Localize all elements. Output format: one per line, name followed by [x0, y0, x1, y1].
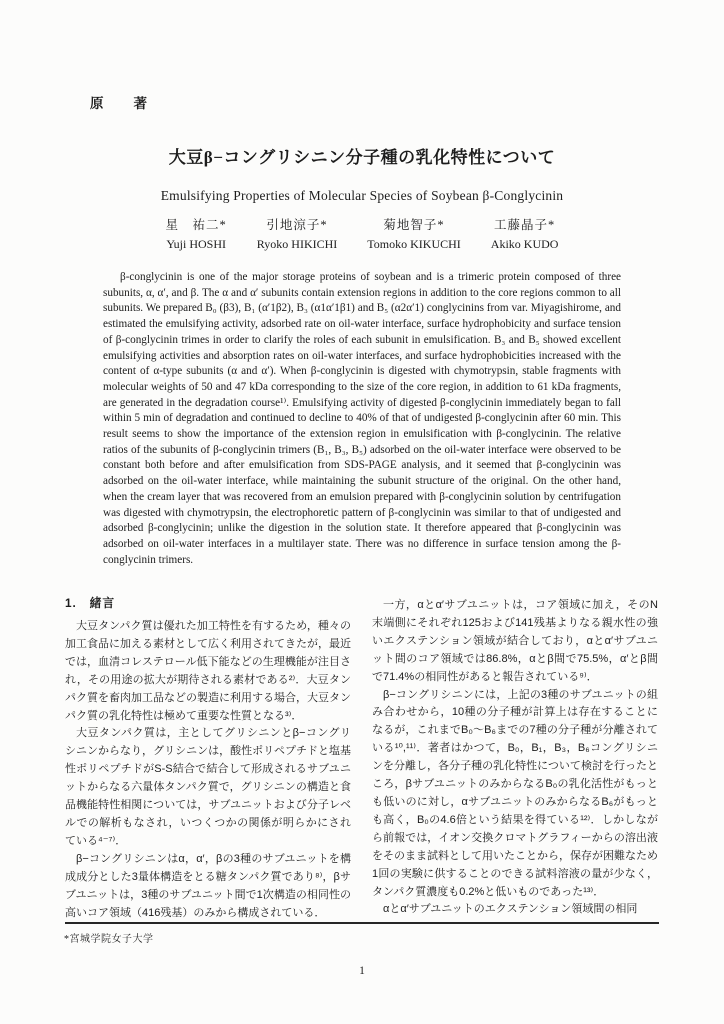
left-column-paragraph-3: β−コングリシニンはα，α′，βの3種のサブユニットを構成成分とした3量体構造をとる糖タンパク質であり⁸⁾，βサブユニットは，3種のサブユニット間で1次構造の相同性の高いコア領域（416残基）のみから構成されている．: [65, 852, 351, 918]
author-4-name-en: Akiko KUDO: [490, 237, 559, 251]
right-column-paragraph-3: αとα′サブユニットのエクステンション領域間の相同: [383, 903, 638, 916]
author-block: [0, 216, 724, 253]
author-4: [491, 216, 559, 253]
right-column: [372, 596, 658, 918]
author-2-name-ja: 引地涼子*: [266, 218, 328, 232]
author-1: [166, 216, 227, 253]
abstract-text: β-conglycinin is one of the major storage proteins of soybean and is a trimeric protein composed of three subunits, α, α′, and β. The α and α′ subunits contain extension regions in addition to the core regions common to all subunits. We prepared B₀ (β3), B₁ (α′1β2), B₃ (α1α′1β1) and B₅ (α2α′1) conglycinins from var. Miyagishirome, and estimated the emulsifying activity, adsorbed rate on oil-water interface, surface hydrophobicity and surface tension of β-conglycinin trimes in order to clarify the roles of each subunit in emulsification. B₃ and B₅ showed excellent emulsifying activities and absorption rates on oil-water interfaces, and surface hydrophobicities increased with the content of α-type subunits (α and α′). When β-conglycinin is digested with chymotrypsin, stable fragments with molecular weights of 50 and 47 kDa corresponding to the size of the core region, in addition to 61 kDa fragments, are generated in the degradation course¹⁾. Emulsifying activity of digested β-conglycinin immediately began to fall within 5 min of degradation and continued to decline to 40% of that of undigested β-conglycinin after 60 min. This result seems to show the importance of the extension region in emulsification with β-conglycinin. The relative ratios of the subunits of β-conglycinin trimers (B₁, B₃, B₅) adsorbed on the oil-water interface were observed to be constant both before and after emulsification from SDS-PAGE analysis, and it seemed that β-conglycinin was adsorbed on the oil-water interface, while maintaining the subunit structure of the original. On the other hand, when the cream layer that was recovered from an emulsion prepared with β-conglycinin solution by centrifugation was digested with chymotrypsin, the electrophoretic pattern of β-conglycinin was similar to that of undigested and adsorbed β-conglycinin; unlike the digestion in the solution state. It therefore appeared that β-conglycinin was adsorbed on oil-water interfaces in a multilayer state. There was no difference in surface tension among the β-conglycinin trimers.: [103, 271, 621, 566]
right-column-paragraph-2: β−コングリシニンには，上記の3種のサブユニットの組み合わせから，10種の分子種が計算上は存在することになるが，これまでB₀～B₆までの7種の分子種が分離されている¹⁰,¹¹⁾．著者はかつて，B₀，B₁，B₃，B₆コングリシニンを分離し，各分子種の乳化特性について検討を行ったところ，βサブユニットのみからなるB₀の乳化活性がもっとも低いのに対し，αサブユニットのみからなるB₆がもっとも高く，B₀の4.6倍という結果を得ている¹²⁾．しかしながら前報では，イオン交換クロマトグラフィーからの溶出液をそのまま試料として用いたことから，保存が困難なため1回の実験に供することのできる試料溶液の量が少なく，タンパク質濃度も0.2%と低いものであった¹³⁾．: [372, 688, 658, 898]
body-columns: [65, 596, 659, 918]
left-column-paragraph-2: 大豆タンパク質は，主としてグリシニンとβ−コングリシニンからなり，グリシニンは，酸性ポリペプチドと塩基性ポリペプチドがS-S結合で結合して形成されるサブユニットからなる六量体タンパク質で，グリシニンの構造と食品機能特性相関については，サブユニットおよび分子レベルでの解析もなされ，いつくつかの関係が明らかにされている⁴⁻⁷⁾．: [65, 727, 351, 847]
author-1-name-ja: 星 祐二*: [165, 218, 227, 232]
author-3-name-ja: 菊地智子*: [383, 218, 445, 232]
section-heading-introduction: 1. 緒言: [65, 596, 116, 610]
paper-title-japanese: 大豆β−コングリシニン分子種の乳化特性について: [168, 148, 556, 167]
author-4-name-ja: 工藤晶子*: [494, 218, 556, 232]
affiliation-footnote: *宮城学院女子大学: [64, 934, 154, 945]
author-2: [257, 216, 338, 253]
left-column: [65, 596, 351, 918]
footnote-divider: [65, 922, 659, 924]
page-number: 1: [359, 965, 365, 977]
category-label: 原 著: [90, 96, 148, 111]
author-2-name-en: Ryoko HIKICHI: [256, 237, 338, 251]
author-3: [367, 216, 461, 253]
left-column-paragraph-1: 大豆タンパク質は優れた加工特性を有するため，種々の加工食品に加える素材として広く利用されてきたが，最近では，血清コレステロール低下能などの生理機能が注目され，その用途の拡大が期待される素材である²⁾．大豆タンパク質を畜肉加工品などの製造に利用する場合，大豆タンパク質の乳化特性は極めて重要な性質となる³⁾．: [65, 620, 351, 722]
author-1-name-en: Yuji HOSHI: [166, 237, 226, 251]
author-3-name-en: Tomoko KIKUCHI: [367, 237, 461, 251]
right-column-paragraph-1: 一方，αとα′サブユニットは，コア領域に加え，そのN末端側にそれぞれ125および141残基よりなる親水性の強いエクステンション領域が結合しており，αとα′サブユニット間のコア領域では86.8%，αとβ間で75.5%，α′とβ間で71.4%の相同性があると報告されている⁹⁾．: [372, 599, 658, 683]
paper-title-english: Emulsifying Properties of Molecular Species of Soybean β-Conglycinin: [160, 188, 564, 203]
